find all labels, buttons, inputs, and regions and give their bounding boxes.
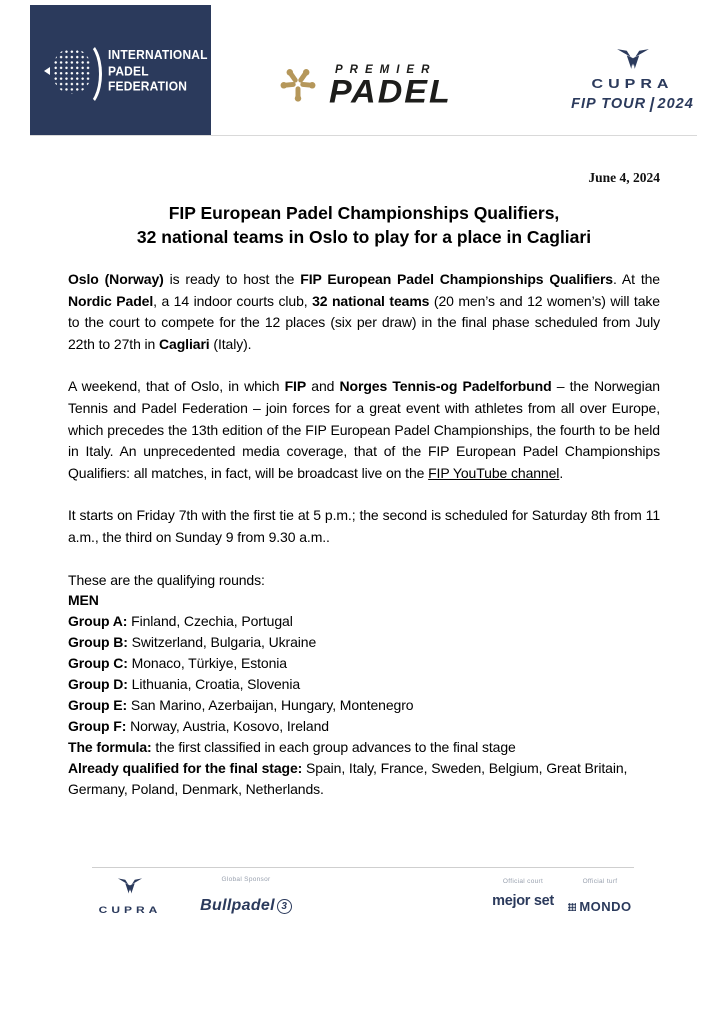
- fip-youtube-link[interactable]: FIP YouTube channel: [428, 464, 560, 481]
- mondo-wordmark: [568, 899, 631, 914]
- cupra-fip-tour-logo: [560, 48, 705, 112]
- text-segment: the first classified in each group advances to the final stage: [151, 738, 516, 755]
- cupra-wordmark: CUPRA: [591, 77, 674, 92]
- sponsor-cupra: [90, 878, 170, 917]
- premier-padel-icon: [277, 62, 319, 108]
- bullpadel-text: Bullpadel: [200, 897, 275, 914]
- qualifying-line-group-b: [68, 632, 660, 653]
- premier-padel-wordmark: [329, 62, 452, 111]
- qualifying-line-group-a: [68, 611, 660, 632]
- sponsor-label: Official court: [502, 878, 544, 885]
- text-segment: Finland, Czechia, Portugal: [127, 613, 293, 630]
- qualifying-line-formula: [68, 737, 660, 758]
- text-segment: . At the: [612, 271, 660, 287]
- mondo-text: MONDO: [579, 899, 632, 914]
- premier-padel-logo: [277, 62, 452, 111]
- sponsor-label: Global Sponsor: [221, 876, 271, 883]
- text-segment: Already qualified for the final stage:: [68, 759, 303, 776]
- text-segment: Norges Tennis-og Padelforbund: [339, 378, 552, 395]
- ipf-racket-icon: [44, 39, 102, 103]
- qualifying-line-group-e: [68, 695, 660, 716]
- text-segment: Monaco, Türkiye, Estonia: [127, 655, 287, 672]
- text-segment: Norway, Austria, Kosovo, Ireland: [126, 717, 329, 734]
- qualifying-intro: These are the qualifying rounds:: [68, 571, 265, 588]
- text-segment: Nordic Padel: [68, 292, 154, 309]
- ipf-arrow: [44, 67, 50, 75]
- text-segment: Group D:: [68, 676, 128, 693]
- bullpadel-wordmark: [200, 897, 292, 915]
- ipf-line-1: INTERNATIONAL: [108, 47, 208, 63]
- text-segment: Lithuania, Croatia, Slovenia: [127, 676, 301, 693]
- ipf-arc: [66, 40, 102, 108]
- qualifying-line-men: [68, 590, 660, 611]
- fip-tour-wordmark: [560, 96, 705, 112]
- paragraph-event: [68, 376, 660, 484]
- bullpadel-circle-icon: 3: [277, 899, 292, 914]
- ipf-line-2: PADEL: [108, 62, 149, 78]
- qualifying-line-group-c: [68, 653, 660, 674]
- text-segment: Switzerland, Bulgaria, Ukraine: [127, 634, 317, 651]
- qualifying-line-already-qualified: [68, 758, 660, 800]
- text-segment: Cagliari: [159, 335, 210, 352]
- title-line-2: 32 national teams in Oslo to play for a place in Cagliari: [136, 226, 592, 247]
- date-line: June 4, 2024: [588, 170, 660, 185]
- sponsor-bullpadel: [176, 876, 316, 915]
- sponsor-mejorset: [488, 878, 558, 909]
- text-segment: FIP: [284, 378, 307, 395]
- ipf-wordmark: [108, 47, 208, 94]
- text-segment: FIP European Padel Championships Qualifiers: [300, 271, 613, 287]
- text-segment: Group B:: [68, 634, 128, 651]
- qualifying-line-group-f: [68, 716, 660, 737]
- text-segment: Group A:: [68, 613, 128, 630]
- cupra-footer-wordmark: CUPRA: [98, 904, 162, 916]
- mejorset-wordmark: mejor set: [492, 893, 554, 909]
- text-segment: A weekend, that of Oslo, in which: [68, 378, 285, 395]
- padel-text: PADEL: [329, 73, 452, 111]
- cupra-footer-emblem-icon: [117, 878, 143, 897]
- qualifying-rounds: [68, 570, 660, 800]
- cupra-emblem-icon: [616, 48, 650, 74]
- sponsor-mondo: [565, 878, 635, 916]
- text-segment: and: [306, 378, 340, 395]
- slash-divider: [649, 97, 654, 112]
- text-segment: Spain, Italy, France, Sweden, Belgium, Great Britain, Germany, Poland, Denmark, Netherlands.: [68, 759, 628, 797]
- text-segment: .: [559, 464, 564, 481]
- text-segment: MEN: [68, 592, 99, 609]
- footer-divider: [92, 867, 634, 868]
- text-segment: Oslo (Norway): [68, 271, 164, 287]
- text-segment: , a 14 indoor courts club,: [153, 292, 313, 309]
- text-segment: It starts on Friday 7th with the first tie at 5 p.m.; the second is scheduled for Saturday 8th from 11 a.m., the third on Sunday 9 from 9.30 a.m..: [68, 507, 660, 545]
- ipf-logo: [30, 5, 211, 136]
- text-segment: Group C:: [68, 655, 128, 672]
- text-segment: is ready to host the: [163, 271, 301, 287]
- text-segment: The formula:: [68, 738, 152, 755]
- sponsor-label: Official turf: [582, 878, 618, 885]
- text-segment: – the Norwegian Tennis and Padel Federation – join forces for a great event with athletes from all over Europe, which precedes the 13th edition of the FIP European Padel Championships, the fourth to be held in Italy. An unprecedented media coverage, that of the FIP European Padel Championships Qualifiers: all matches, in fact, will be broadcast live on the: [68, 378, 660, 481]
- text-segment: Group E:: [68, 696, 128, 713]
- paragraph-schedule: [68, 505, 660, 548]
- text-segment: 32 national teams: [312, 292, 430, 309]
- qualifying-line-group-d: [68, 674, 660, 695]
- fip-tour-text: FIP TOUR: [571, 96, 647, 112]
- title-line-1: FIP European Padel Championships Qualifiers,: [168, 203, 560, 223]
- premier-text: PREMIER: [335, 64, 437, 76]
- text-segment: San Marino, Azerbaijan, Hungary, Montenegro: [127, 696, 414, 713]
- document-body: [68, 170, 660, 800]
- mondo-grid-icon: [568, 903, 576, 911]
- paragraph-intro: [68, 269, 660, 355]
- text-segment: (20 men’s and 12 women’s) will take to the court to compete for the 12 places (six per draw) in the final phase scheduled from July 22th to 27th in: [68, 292, 660, 352]
- text-segment: Group F:: [68, 717, 127, 734]
- tour-year: 2024: [657, 96, 694, 112]
- text-segment: (Italy).: [209, 335, 252, 352]
- header-divider: [30, 135, 697, 136]
- page-title: [68, 202, 660, 249]
- ipf-line-3: FEDERATION: [108, 78, 188, 94]
